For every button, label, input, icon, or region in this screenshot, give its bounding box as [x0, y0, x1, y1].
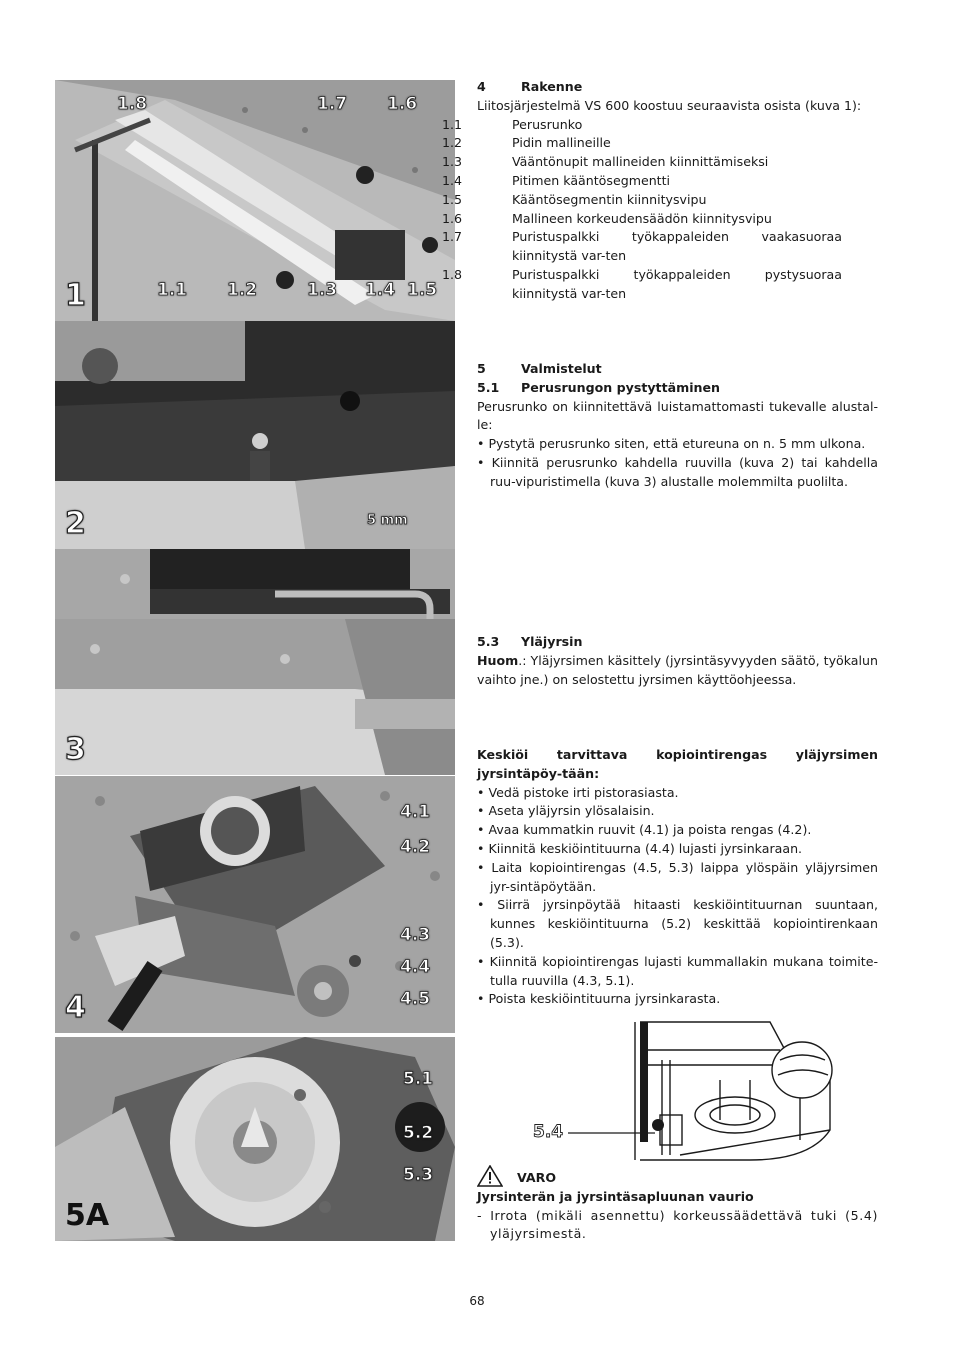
callout-1-4: 1.4 — [365, 280, 396, 300]
callout-4-4: 4.4 — [400, 957, 431, 977]
warning-triangle-icon — [477, 1165, 503, 1187]
warning-heading: VARO — [477, 1165, 878, 1188]
figure-4-photo — [55, 776, 455, 1033]
callout-1-3: 1.3 — [307, 280, 338, 300]
bullet-item: • Avaa kummatkin ruuvit (4.1) ja poista rengas (4.2). — [477, 822, 812, 838]
note-paragraph: Huom.: Yläjyrsimen käsittely (jyrsintäsyvyyden säätö, työkalun vaihto jne.) on selostettu jyrsimen käyttöohjeessa. — [477, 652, 878, 687]
figure-number: 4 — [65, 990, 86, 1025]
callout-4-1: 4.1 — [400, 802, 431, 822]
callout-1-6: 1.6 — [387, 94, 418, 114]
callout-1-8: 1.8 — [117, 94, 148, 114]
section-intro: Liitosjärjestelmä VS 600 koostuu seuraavista osista (kuva 1): — [477, 97, 862, 113]
figure-number: 3 — [65, 732, 86, 767]
bullet-item: • Aseta yläjyrsin ylösalaisin. — [477, 803, 655, 819]
callout-1-7: 1.7 — [317, 94, 348, 114]
figure-2-photo — [55, 321, 455, 549]
bullet-item: • Laita kopiointirengas (4.5, 5.3) laippa ylöspäin yläjyrsimen jyr-sintäpöytään. — [477, 859, 878, 894]
parts-list-item: 1.7 Puristuspalkki työkappaleiden vaakasuoraa kiinnitystä var-ten — [442, 229, 842, 264]
figure-5a-photo — [55, 1037, 455, 1241]
bullet-item: • Kiinnitä kopiointirengas lujasti kummallakin mukana toimite-tulla ruuvilla (4.3, 5.1). — [477, 953, 878, 988]
bullet-item: • Kiinnitä perusrunko kahdella ruuvilla (kuva 2) tai kahdella ruu-vipuristimella (kuva 3) alustalle molemmilta puolilta. — [477, 454, 878, 489]
section-4 — [442, 78, 878, 304]
callout-4-2: 4.2 — [400, 837, 431, 857]
bullet-item: • Pystytä perusrunko siten, että etureuna on n. 5 mm ulkona. — [477, 436, 866, 452]
bullet-item: • Poista keskiöintituurna jyrsinkarasta. — [477, 991, 721, 1007]
section-heading: 5 Valmistelut — [477, 361, 602, 376]
bullet-item: • Siirrä jyrsinpöytää hitaasti keskiöintituurnan suuntaan, kunnes keskiöintituurna (5.2) keskittää kopiointirenkaan (5.3). — [477, 897, 879, 950]
subsection-heading: 5.1 Perusrungon pystyttäminen — [477, 379, 721, 395]
bullet-item: • Vedä pistoke irti pistorasiasta. — [477, 784, 679, 800]
callout-5mm: 5 mm — [367, 513, 408, 528]
section-5-3 — [477, 633, 878, 689]
centering-section — [477, 746, 878, 1009]
figure-number: 5A — [65, 1198, 110, 1233]
paragraph: Perusrunko on kiinnitettävä luistamattomasti tukevalle alustal-le: — [477, 398, 878, 433]
bullet-item: • Kiinnitä keskiöintituurna (4.4) lujasti jyrsinkaraan. — [477, 840, 803, 856]
parts-list-item: 1.6 Mallineen korkeudensäädön kiinnitysvipu — [442, 210, 772, 226]
figure-number: 1 — [65, 278, 86, 313]
parts-list-item: 1.2 Pidin mallineille — [442, 135, 611, 151]
callout-5-2: 5.2 — [403, 1123, 434, 1143]
figure-number: 2 — [65, 506, 86, 541]
figure-1-photo — [55, 80, 455, 321]
callout-1-2: 1.2 — [227, 280, 258, 300]
subsection-heading: 5.3 Yläjyrsin — [477, 634, 583, 649]
warning-section — [477, 1165, 878, 1244]
callout-4-3: 4.3 — [400, 925, 431, 945]
page-number: 68 — [469, 1294, 485, 1308]
callout-4-5: 4.5 — [400, 989, 431, 1009]
callout-1-5: 1.5 — [407, 280, 438, 300]
section-heading: 4 Rakenne — [477, 79, 583, 94]
figure-5-4-drawing — [530, 1020, 850, 1165]
callout-5-1: 5.1 — [403, 1069, 434, 1089]
section-5 — [477, 360, 878, 492]
parts-list-item: 1.4 Pitimen kääntösegmentti — [442, 172, 671, 188]
parts-list-item: 1.3 Vääntönupit mallineiden kiinnittämiseksi — [442, 154, 769, 170]
parts-list-item: 1.1 Perusrunko — [442, 116, 583, 132]
callout-5-3: 5.3 — [403, 1165, 434, 1185]
figure-3-photo — [55, 549, 455, 775]
warning-subtitle: Jyrsinterän ja jyrsintäsapluunan vaurio — [477, 1188, 754, 1204]
warning-text: - Irrota (mikäli asennettu) korkeussäädettävä tuki (5.4) yläjyrsimestä. — [477, 1207, 878, 1242]
callout-1-1: 1.1 — [157, 280, 188, 300]
parts-list-item: 1.8 Puristuspalkki työkappaleiden pystysuoraa kiinnitystä var-ten — [442, 266, 842, 301]
callout-5-4: 5.4 — [533, 1122, 564, 1142]
parts-list-item: 1.5 Kääntösegmentin kiinnitysvipu — [442, 191, 707, 207]
centering-heading: Keskiöi tarvittava kopiointirengas yläjyrsimen jyrsintäpöy-tään: — [477, 747, 878, 781]
